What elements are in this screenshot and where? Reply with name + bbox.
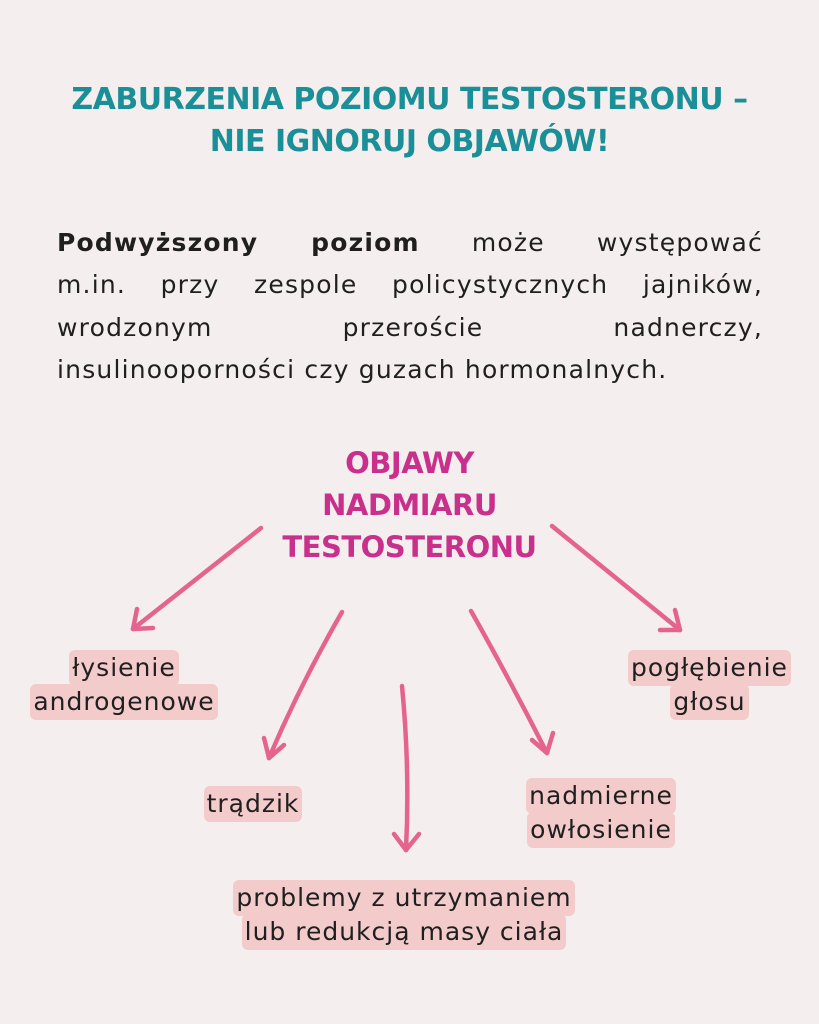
- paragraph-line-4: insulinooporności czy guzach hormonalnych.: [57, 355, 668, 384]
- paragraph-line-2: m.in. przy zespole policystycznych jajników,: [57, 270, 763, 299]
- symptom-owlosienie: [516, 778, 686, 848]
- symptom-poglebienie: [617, 650, 802, 720]
- center-label-line-2: NADMIARU: [322, 488, 497, 522]
- symptom-lysienie: [19, 650, 229, 720]
- paragraph-line-1-rest: może występować: [419, 228, 763, 257]
- arrow-to-tradzik: [264, 612, 342, 758]
- symptom-poglebienie-line-2: głosu: [670, 684, 748, 720]
- arrow-to-poglebienie: [552, 526, 680, 630]
- symptom-masa: [212, 880, 596, 950]
- symptom-poglebienie-line-1: pogłębienie: [628, 650, 791, 686]
- arrow-to-masa: [394, 686, 419, 850]
- symptom-masa-line-2: lub redukcją masy ciała: [242, 914, 567, 950]
- symptom-tradzik: [197, 786, 309, 822]
- arrow-to-owlosienie: [471, 611, 553, 753]
- symptom-lysienie-line-2: androgenowe: [30, 684, 217, 720]
- paragraph-bold-lead: Podwyższony poziom: [57, 228, 420, 257]
- paragraph-line-3: wrodzonym przeroście nadnerczy,: [57, 313, 763, 342]
- center-label-line-3: TESTOSTERONU: [282, 530, 537, 564]
- symptom-lysienie-line-1: łysienie: [69, 650, 178, 686]
- symptom-owlosienie-line-2: owłosienie: [527, 812, 675, 848]
- arrow-to-lysienie: [133, 528, 261, 629]
- symptom-owlosienie-line-1: nadmierne: [526, 778, 676, 814]
- title-line-2: NIE IGNORUJ OBJAWÓW!: [209, 124, 610, 159]
- center-label-line-1: OBJAWY: [345, 446, 474, 480]
- title-line-1: ZABURZENIA POZIOMU TESTOSTERONU –: [71, 82, 748, 117]
- symptom-tradzik-line-1: trądzik: [204, 786, 303, 822]
- symptom-masa-line-1: problemy z utrzymaniem: [233, 880, 574, 916]
